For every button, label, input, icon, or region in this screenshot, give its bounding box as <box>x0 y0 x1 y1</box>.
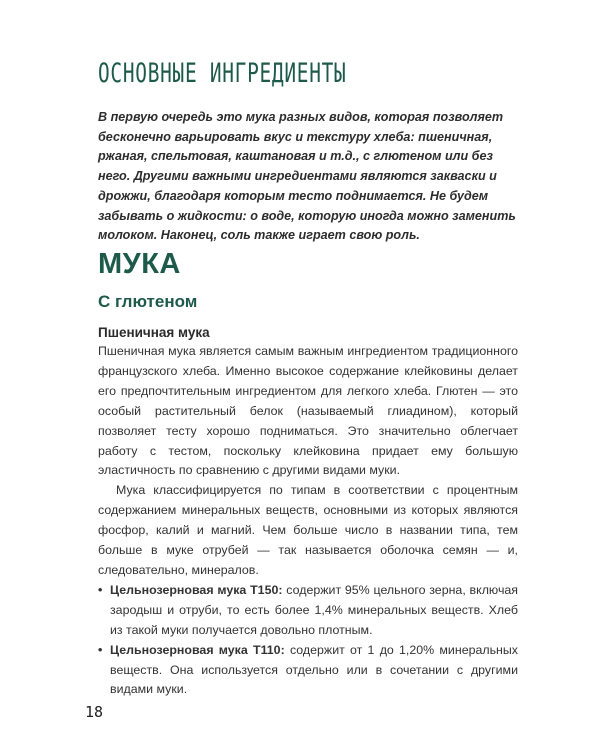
body-paragraph: Пшеничная мука является самым важным ингредиентом традиционного французского хлеба. Именно высокое содержание клейковины делает его предпочтительным ингредиентом для легкого хлеба. Глютен — это особый растительный белок (называемый глиадином), который позволяет тесту хорошо подниматься. Это значительно облегчает работу с тестом, поскольку клейковина придает ему большую эластичность по сравнению с другими видами муки. <box>98 344 518 478</box>
page-number: 18 <box>85 703 104 721</box>
list-item <box>98 581 518 641</box>
section-heading: МУКА <box>98 248 181 280</box>
body-text <box>98 323 518 700</box>
paragraph-heading: Пшеничная мука <box>98 325 210 340</box>
bullet-list <box>98 581 518 700</box>
list-item-term: Цельнозерновая мука Т150: <box>110 582 283 597</box>
list-item-term: Цельнозерновая мука Т110: <box>110 642 285 657</box>
bullet-icon: • <box>98 582 103 597</box>
page-title: ОСНОВНЫЕ ИНГРЕДИЕНТЫ <box>98 58 347 89</box>
list-item-text: содержит 95% цельного зерна, включая зародыш и отруби, то есть более 1,4% минеральных веществ. Хлеб из такой муки получается довольно плотным. <box>110 582 518 637</box>
list-item-text: содержит от 1 до 1,20% минеральных веществ. Она используется отдельно или в сочетании с другими видами муки. <box>110 642 519 697</box>
body-paragraph: Мука классифицируется по типам в соответствии с процентным содержанием минеральных веществ, основными из которых являются фосфор, калий и магний. Чем больше число в названии типа, тем больше в муке отрубей — так называется оболочка семян — и, следовательно, минералов. <box>98 483 518 577</box>
list-item <box>98 641 518 701</box>
bullet-icon: • <box>98 642 103 657</box>
intro-paragraph: В первую очередь это мука разных видов, которая позволяет бесконечно варьировать вкус и текстуру хлеба: пшеничная, ржаная, спельтовая, каштановая и т.д., с глютеном или без него. Другими важными ингредиентами являются закваски и дрожжи, благодаря которым тесто поднимается. Не будем забывать о жидкости: о воде, которую иногда можно заменить молоком. Наконец, соль также играет свою роль. <box>98 110 516 243</box>
subsection-heading: С глютеном <box>98 292 198 311</box>
